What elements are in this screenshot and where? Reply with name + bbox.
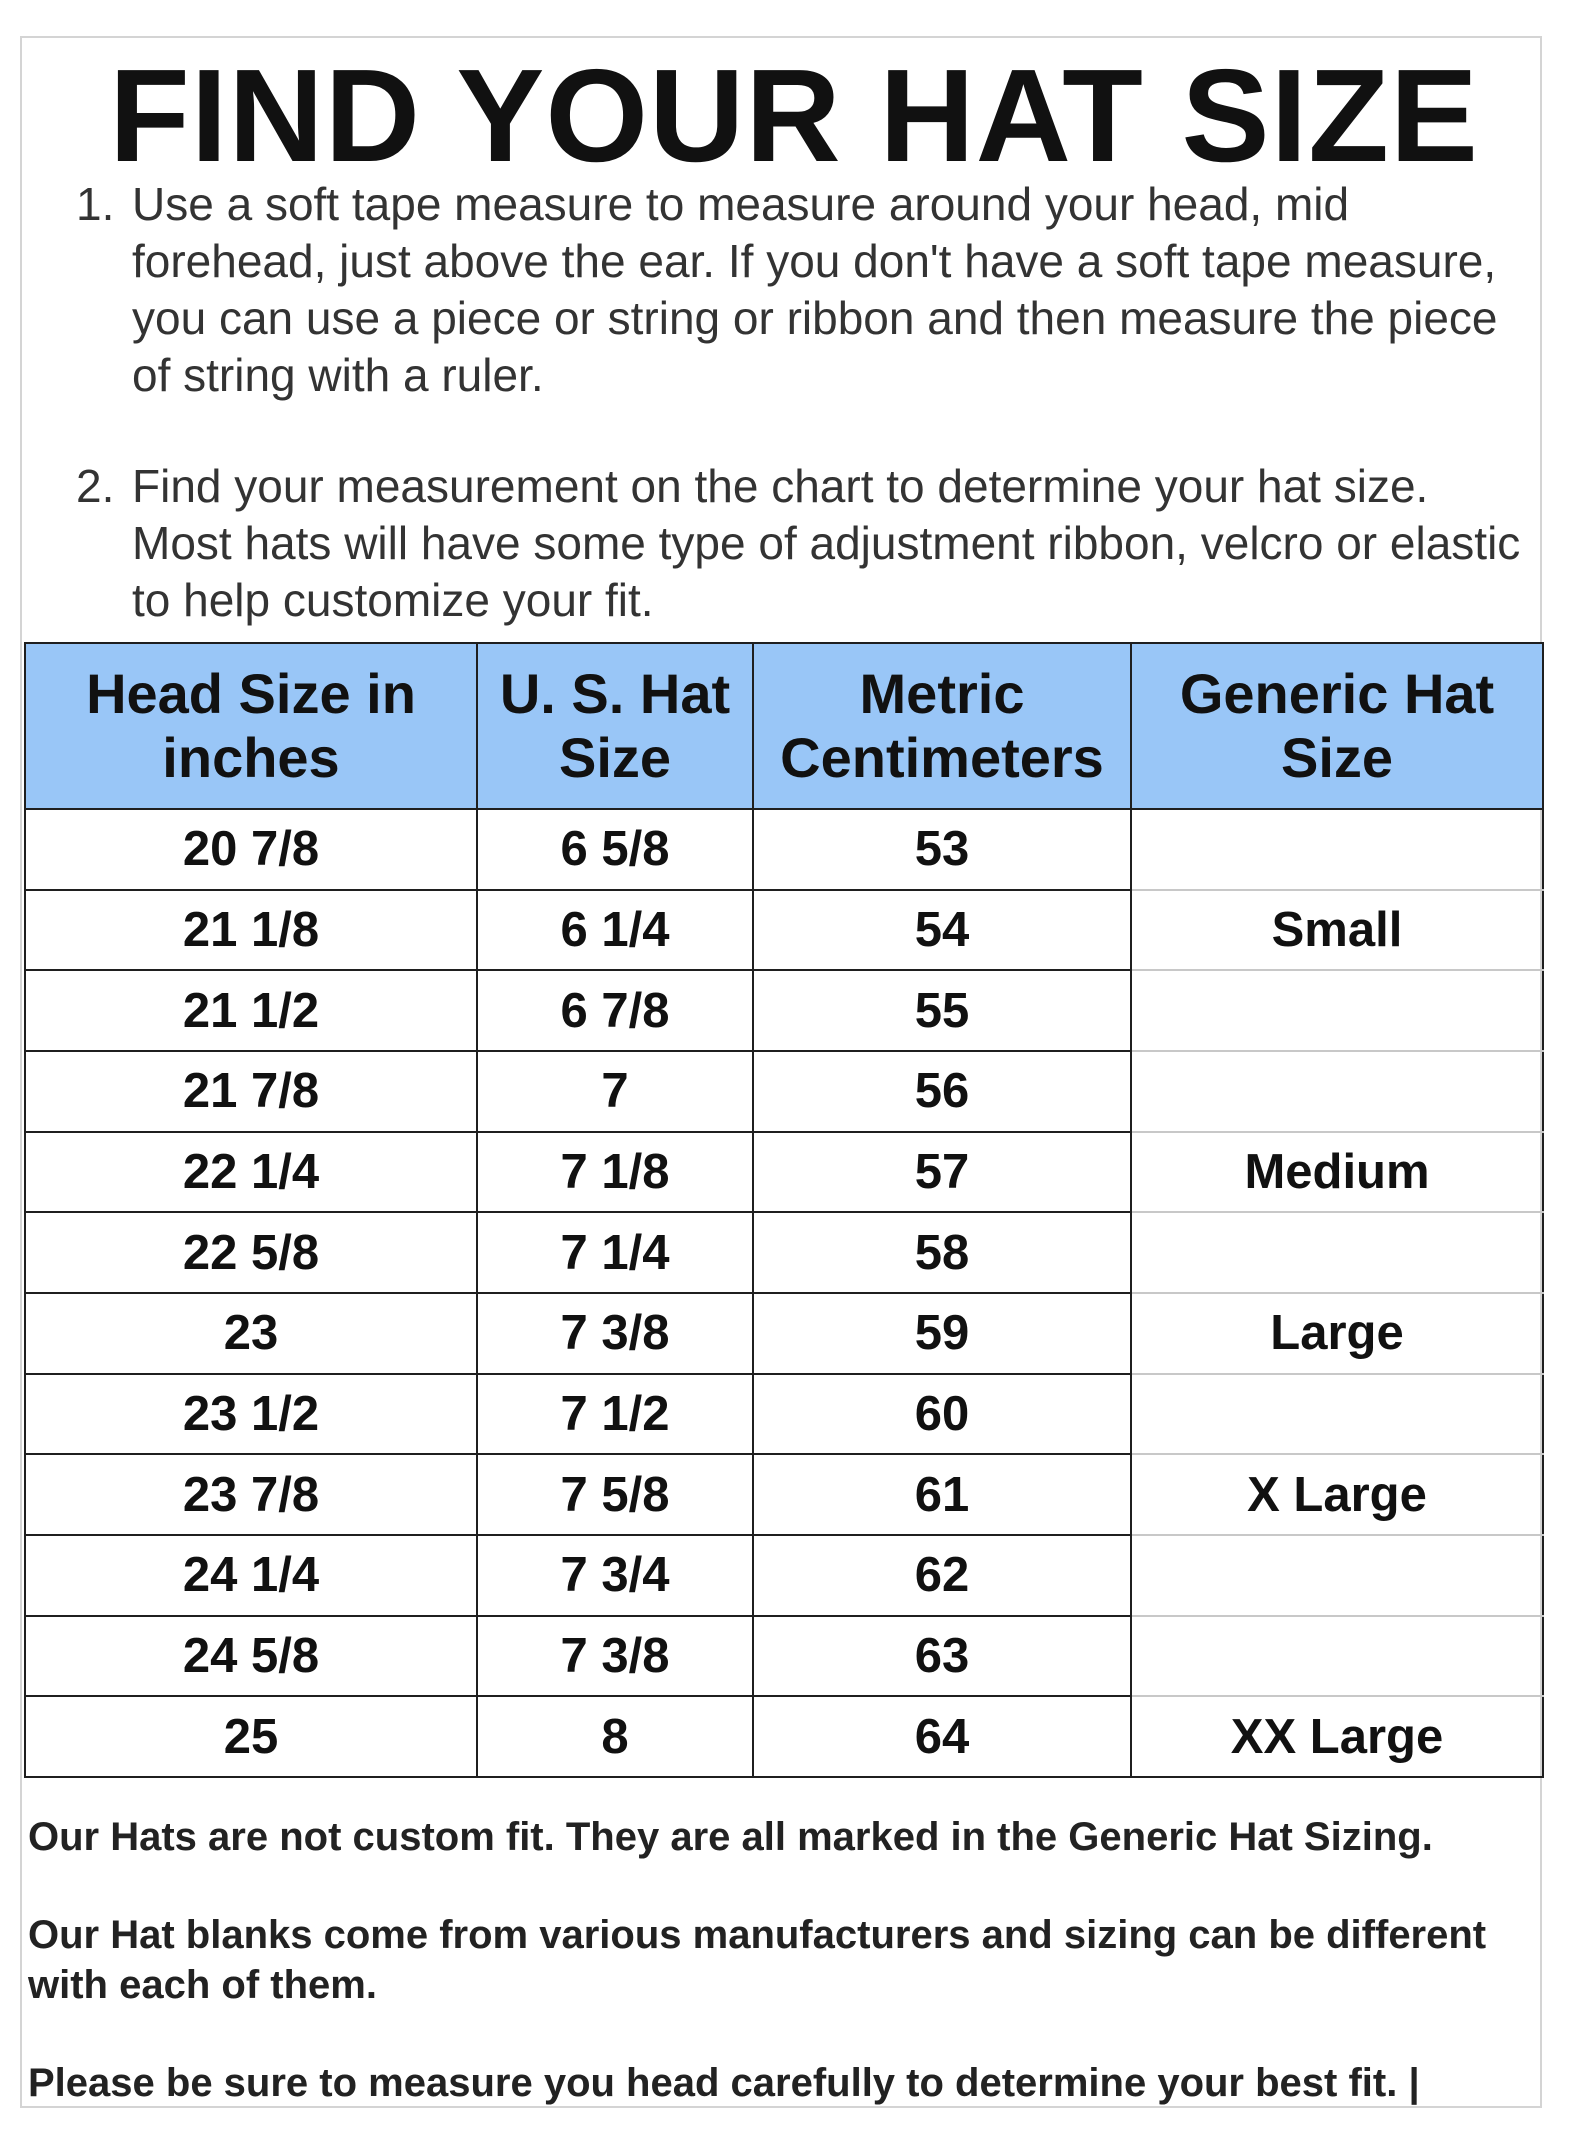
cell-us-hat-size: 7 <box>477 1051 753 1132</box>
table-row <box>25 890 1543 971</box>
cell-us-hat-size: 7 5/8 <box>477 1454 753 1535</box>
cell-head-size: 23 <box>25 1293 477 1374</box>
cell-metric-cm: 56 <box>753 1051 1131 1132</box>
cell-head-size: 22 5/8 <box>25 1212 477 1293</box>
cell-generic-size <box>1131 1051 1543 1132</box>
cell-generic-size: XX Large <box>1131 1696 1543 1777</box>
cell-us-hat-size: 8 <box>477 1696 753 1777</box>
table-row <box>25 1212 1543 1293</box>
cell-us-hat-size: 7 3/4 <box>477 1535 753 1616</box>
table-row <box>25 1535 1543 1616</box>
cell-head-size: 21 1/2 <box>25 970 477 1051</box>
cell-us-hat-size: 6 7/8 <box>477 970 753 1051</box>
cell-head-size: 22 1/4 <box>25 1132 477 1213</box>
cell-generic-size <box>1131 809 1543 890</box>
cell-us-hat-size: 7 1/4 <box>477 1212 753 1293</box>
cell-metric-cm: 58 <box>753 1212 1131 1293</box>
cell-head-size: 24 1/4 <box>25 1535 477 1616</box>
note-manufacturers: Our Hat blanks come from various manufacturers and sizing can be different with each of them. <box>28 1913 1487 2007</box>
note-measure-carefully: Please be sure to measure you head carefully to determine your best fit. | <box>28 2061 1420 2105</box>
cell-metric-cm: 57 <box>753 1132 1131 1213</box>
table-row <box>25 1454 1543 1535</box>
cell-us-hat-size: 7 1/2 <box>477 1374 753 1455</box>
instruction-step-1 <box>76 176 1526 404</box>
step-text: Find your measurement on the chart to determine your hat size. Most hats will have some type of adjustment ribbon, velcro or elastic to help customize your fit. <box>132 460 1521 626</box>
table-row <box>25 1132 1543 1213</box>
cell-us-hat-size: 6 5/8 <box>477 809 753 890</box>
cell-head-size: 25 <box>25 1696 477 1777</box>
cell-us-hat-size: 7 1/8 <box>477 1132 753 1213</box>
cell-us-hat-size: 7 3/8 <box>477 1616 753 1697</box>
cell-generic-size: Medium <box>1131 1132 1543 1213</box>
table-header-row <box>25 643 1543 809</box>
cell-generic-size: Small <box>1131 890 1543 971</box>
cell-head-size: 23 1/2 <box>25 1374 477 1455</box>
cell-generic-size <box>1131 970 1543 1051</box>
cell-generic-size <box>1131 1374 1543 1455</box>
table-row <box>25 809 1543 890</box>
header-us-hat-size: U. S. Hat Size <box>477 643 753 809</box>
cell-metric-cm: 64 <box>753 1696 1131 1777</box>
cell-us-hat-size: 6 1/4 <box>477 890 753 971</box>
cell-generic-size: Large <box>1131 1293 1543 1374</box>
header-head-size: Head Size in inches <box>25 643 477 809</box>
table-row <box>25 1051 1543 1132</box>
cell-metric-cm: 53 <box>753 809 1131 890</box>
table-row <box>25 1293 1543 1374</box>
cell-generic-size <box>1131 1212 1543 1293</box>
cell-metric-cm: 61 <box>753 1454 1131 1535</box>
step-number: 1. <box>76 178 115 230</box>
cell-metric-cm: 54 <box>753 890 1131 971</box>
table-row <box>25 1616 1543 1697</box>
cell-head-size: 24 5/8 <box>25 1616 477 1697</box>
cell-head-size: 21 7/8 <box>25 1051 477 1132</box>
cell-us-hat-size: 7 3/8 <box>477 1293 753 1374</box>
step-number: 2. <box>76 460 115 512</box>
page-title: FIND YOUR HAT SIZE <box>109 42 1479 189</box>
cell-head-size: 20 7/8 <box>25 809 477 890</box>
cell-generic-size <box>1131 1535 1543 1616</box>
step-text: Use a soft tape measure to measure around your head, mid forehead, just above the ear. If you don't have a soft tape measure, you can use a piece or string or ribbon and then measure the piece of string with a ruler. <box>132 178 1498 401</box>
instruction-step-2 <box>76 458 1526 629</box>
cell-metric-cm: 62 <box>753 1535 1131 1616</box>
cell-generic-size: X Large <box>1131 1454 1543 1535</box>
header-generic-hat-size: Generic Hat Size <box>1131 643 1543 809</box>
cell-metric-cm: 63 <box>753 1616 1131 1697</box>
cell-head-size: 21 1/8 <box>25 890 477 971</box>
cell-metric-cm: 59 <box>753 1293 1131 1374</box>
note-custom-fit: Our Hats are not custom fit. They are all marked in the Generic Hat Sizing. <box>28 1815 1433 1859</box>
cell-generic-size <box>1131 1616 1543 1697</box>
table-row <box>25 1374 1543 1455</box>
cell-metric-cm: 55 <box>753 970 1131 1051</box>
hat-size-table <box>24 642 1544 1778</box>
header-metric-centimeters: Metric Centimeters <box>753 643 1131 809</box>
table-row <box>25 970 1543 1051</box>
table-row <box>25 1696 1543 1777</box>
cell-head-size: 23 7/8 <box>25 1454 477 1535</box>
cell-metric-cm: 60 <box>753 1374 1131 1455</box>
